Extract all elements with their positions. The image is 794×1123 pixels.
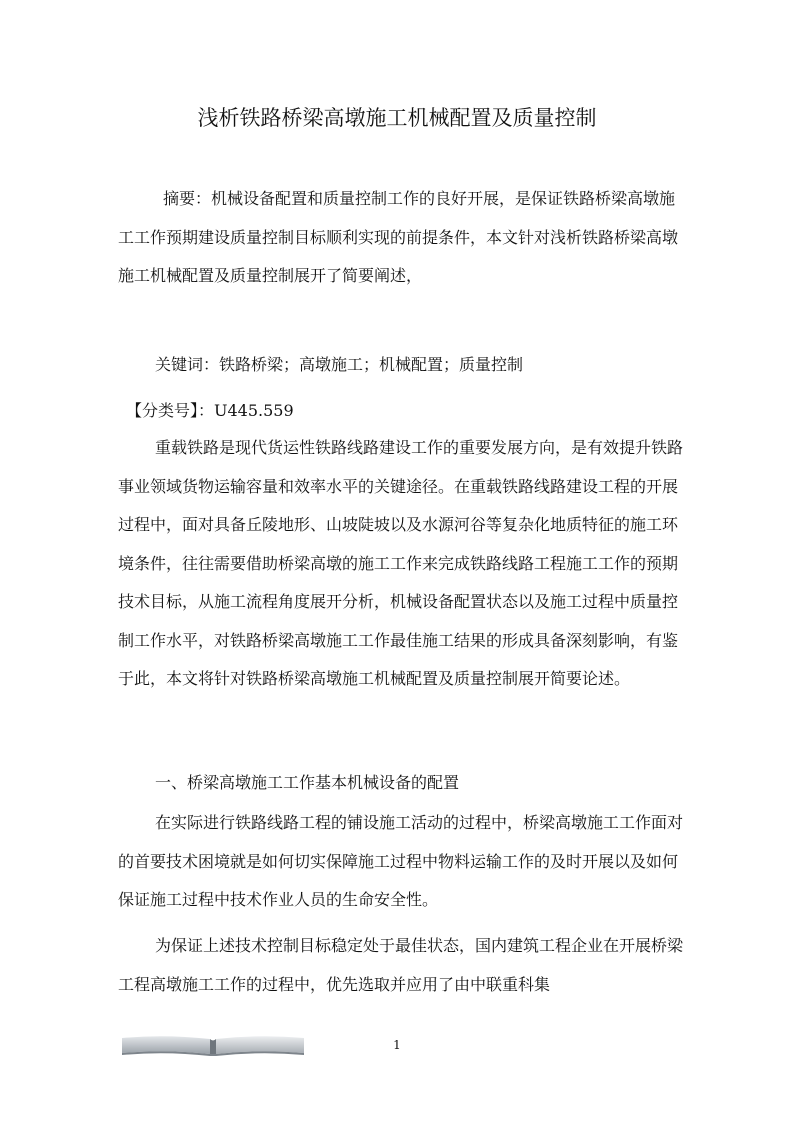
page-number: 1 [393, 1038, 401, 1052]
section-heading-1: 一、桥梁高墩施工工作基本机械设备的配置 [155, 773, 460, 792]
keywords-line: 关键词：铁路桥梁；高墩施工；机械配置；质量控制 [155, 355, 524, 374]
body-paragraph-1: 重载铁路是现代货运性铁路线路建设工作的重要发展方向，是有效提升铁路事业领域货物运输容量和效率水平的关键途径。在重载铁路线路建设工程的开展过程中，面对具备丘陵地形、山坡陡坡以及水源河谷等复杂化地质特征的施工环境条件，往往需要借助桥梁高墩的施工工作来完成铁路线路工程施工工作的预期技术目标，从施工流程角度展开分析，机械设备配置状态以及施工过程中质量控制工作水平，对铁路桥梁高墩施工工作最佳施工结果的形成具备深刻影响，有鉴于此，本文将针对铁路桥梁高墩施工机械配置及质量控制展开简要论述。 [118, 438, 684, 688]
body-paragraph-3: 为保证上述技术控制目标稳定处于最佳状态，国内建筑工程企业在开展桥梁工程高墩施工工作的过程中，优先选取并应用了由中联重科集 [118, 936, 684, 994]
abstract-paragraph: 摘要：机械设备配置和质量控制工作的良好开展，是保证铁路桥梁高墩施工工作预期建设质量控制目标顺利实现的前提条件，本文针对浅析铁路桥梁高墩施工机械配置及质量控制展开了简要阐述， [118, 189, 679, 285]
paper-title: 浅析铁路桥梁高墩施工机械配置及质量控制 [197, 106, 597, 130]
classification-number: 【分类号】：U445.559 [126, 401, 294, 420]
body-paragraph-2: 在实际进行铁路线路工程的铺设施工活动的过程中，桥梁高墩施工工作面对的首要技术困境就是如何切实保障施工过程中物料运输工作的及时开展以及如何保证施工过程中技术作业人员的生命安全性。 [118, 813, 684, 909]
open-book-icon [120, 1034, 306, 1056]
